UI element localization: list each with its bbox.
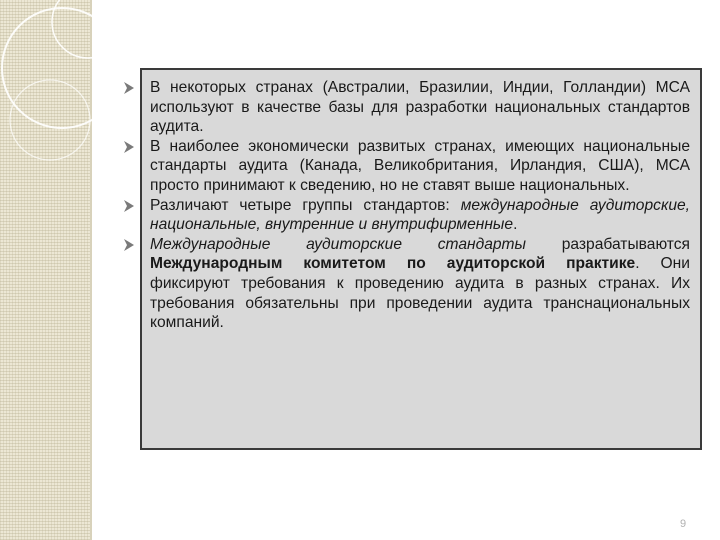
arrow-bullet-icon bbox=[122, 137, 136, 156]
bullet-3-text-italic: международные аудиторские, национальные, внутренние и внутрифирменные bbox=[150, 196, 690, 234]
decorative-circles bbox=[0, 0, 140, 200]
bullet-4-text-bold: Международным комитетом по аудиторской практике bbox=[150, 255, 636, 273]
bullet-3-text-a: Различают четыре группы стандартов: bbox=[150, 196, 461, 214]
content-box bbox=[140, 68, 702, 450]
arrow-bullet-icon bbox=[122, 78, 136, 97]
bullet-item-3 bbox=[142, 196, 690, 235]
bullet-item-4 bbox=[142, 235, 690, 333]
bullet-4-text-d: . Они фиксируют требования к проведению аудита в разных странах. Их требования обязательны при проведении аудита транснациональных компаний. bbox=[150, 255, 690, 332]
bullet-list bbox=[142, 78, 690, 333]
page-number: 9 bbox=[680, 518, 687, 530]
bullet-3-text-c: . bbox=[513, 216, 518, 234]
bullet-item-2 bbox=[142, 137, 690, 196]
bullet-item-1 bbox=[142, 78, 690, 137]
arrow-bullet-icon bbox=[122, 235, 136, 254]
bullet-4-text-b: разрабатываются bbox=[526, 235, 690, 253]
arrow-bullet-icon bbox=[122, 196, 136, 215]
bullet-1-text: В некоторых странах (Австралии, Бразилии, Индии, Голландии) МСА используют в качестве базы для разработки национальных стандартов аудита. bbox=[150, 79, 690, 136]
bullet-4-text-italic: Международные аудиторские стандарты bbox=[150, 235, 527, 253]
bullet-2-text: В наиболее экономически развитых странах, имеющих национальные стандарты аудита (Канада, Великобритания, Ирландия, США), МСА просто принимают к сведению, но не ставят выше национальных. bbox=[150, 137, 690, 194]
